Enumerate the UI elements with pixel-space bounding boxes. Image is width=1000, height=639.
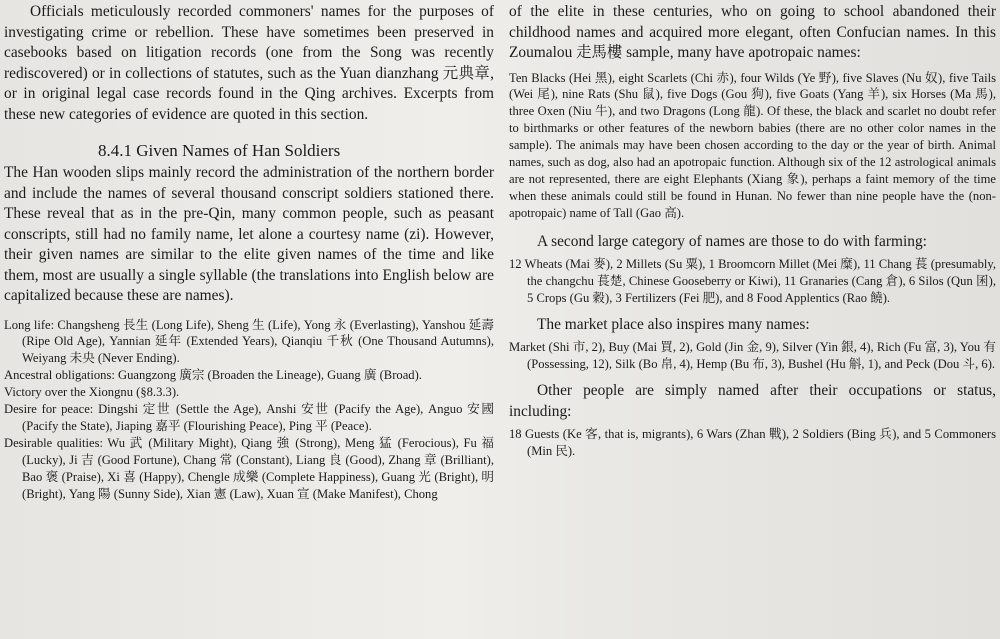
list-item: Desirable qualities: Wu 武 (Military Might), Qiang 強 (Strong), Meng 猛 (Ferocious), Fu 福 (Lucky), Ji 吉 (Good Fortune), Chang 常 (Constant), Liang 良 (Good), Zhang 章 (Brilliant), Bao 褒 (Praise), Xi 喜 (Happy), Chengle 成樂 (Complete Happiness), Guang 光 (Bright), 明 (Bright), Yang 陽 (Sunny Side), Xian 憲 (Law), Xuan 宣 (Make Manifest), Chong (4, 435, 494, 501)
market-paragraph: The market place also inspires many names: (537, 315, 810, 333)
han-soldiers-paragraph: The Han wooden slips mainly record the administration of the northern border and include the names of several thousand conscript soldiers stationed there. These reveal that as in the pre-Qin, many common people, such as peasant conscripts, still had no family name, let alone a courtesy name (zi). However, their given names are similar to the elite given names of the time and like them, most are usually a single syllable (the translations into English below are capitalized because these are names). (4, 164, 494, 304)
farming-paragraph: A second large category of names are those to do with farming: (537, 232, 927, 250)
right-column (509, 2, 996, 460)
list-item: Long life: Changsheng 長生 (Long Life), Sheng 生 (Life), Yong 永 (Everlasting), Yanshou 延壽 (Ripe Old Age), Yannian 延年 (Extended Years), Qianqiu 千秋 (One Thousand Autumns), Weiyang 未央 (Never Ending). (4, 317, 494, 366)
left-column (4, 2, 494, 502)
occupation-paragraph: Other people are simply named after their occupations or status, including: (509, 382, 996, 420)
occupation-names-list: 18 Guests (Ke 客, that is, migrants), 6 Wars (Zhan 戰), 2 Soldiers (Bing 兵), and 5 Commoners (Min 民). (509, 427, 996, 459)
elite-names-paragraph: of the elite in these centuries, who on going to school abandoned their childhood names and acquired more elegant, often Confucian names. In this Zoumalou 走馬樓 sample, many have apotropaic names: (509, 3, 996, 61)
list-item: Ancestral obligations: Guangzong 廣宗 (Broaden the Lineage), Guang 廣 (Broad). (4, 368, 422, 383)
section-heading (4, 139, 494, 163)
name-category-list (4, 317, 494, 503)
farming-names-list: 12 Wheats (Mai 麥), 2 Millets (Su 粟), 1 Broomcorn Millet (Mei 糜), 11 Chang 萇 (presumably, the changchu 萇楚, Chinese Gooseberry or Kiwi), 11 Granaries (Cang 倉), 6 Silos (Qun 囷), 5 Crops (Gu 穀), 3 Fertilizers (Fei 肥), and 8 Food Applentics (Rao 饒). (509, 257, 996, 305)
market-names-list: Market (Shi 市, 2), Buy (Mai 買, 2), Gold (Jin 金, 9), Silver (Yin 銀, 4), Rich (Fu 富, 3), You 有 (Possessing, 12), Silk (Bo 帛, 4), Hemp (Bu 布, 3), Bushel (Hu 斛, 1), and Peck (Dou 斗, 6). (509, 340, 996, 372)
list-item: Desire for peace: Dingshi 定世 (Settle the Age), Anshi 安世 (Pacify the Age), Anguo 安國 (Pacify the State), Jiaping 嘉平 (Flourishing Peace), Ping 平 (Peace). (4, 402, 494, 433)
section-heading-text: 8.4.1 Given Names of Han Soldiers (98, 141, 341, 160)
apotropaic-names-list: Ten Blacks (Hei 黑), eight Scarlets (Chi 赤), four Wilds (Ye 野), five Slaves (Nu 奴), five Tails (Wei 尾), nine Rats (Shu 鼠), five Dogs (Gou 狗), five Goats (Yang 羊), six Horses (Ma 馬), three Oxen (Niu 牛), and two Dragons (Long 龍). Of these, the black and scarlet no doubt refer to birthmarks or other features of the newborn babies (there are no other color names in the sample). The animals may have been chosen according to the day or the year of birth. Animal names, such as dog, also had an apotropaic function. Although six of the 12 astrological animals are not represented, there are eight Elephants (Xiang 象), perhaps a faint memory of the time when these animals could still be found in Hunan. No fewer than nine people have the (non-apotropaic) name of Tall (Gao 高). (509, 70, 996, 220)
intro-paragraph: Officials meticulously recorded commoners' names for the purposes of investigating crime or rebellion. These have sometimes been preserved in casebooks based on litigation records (one from the Song was recently rediscovered) or in collections of statutes, such as the Yuan dianzhang 元典章, or in original legal case records found in the Qing archives. Excerpts from these new categories of evidence are quoted in this section. (4, 3, 494, 123)
list-item: Victory over the Xiongnu (§8.3.3). (4, 385, 180, 400)
